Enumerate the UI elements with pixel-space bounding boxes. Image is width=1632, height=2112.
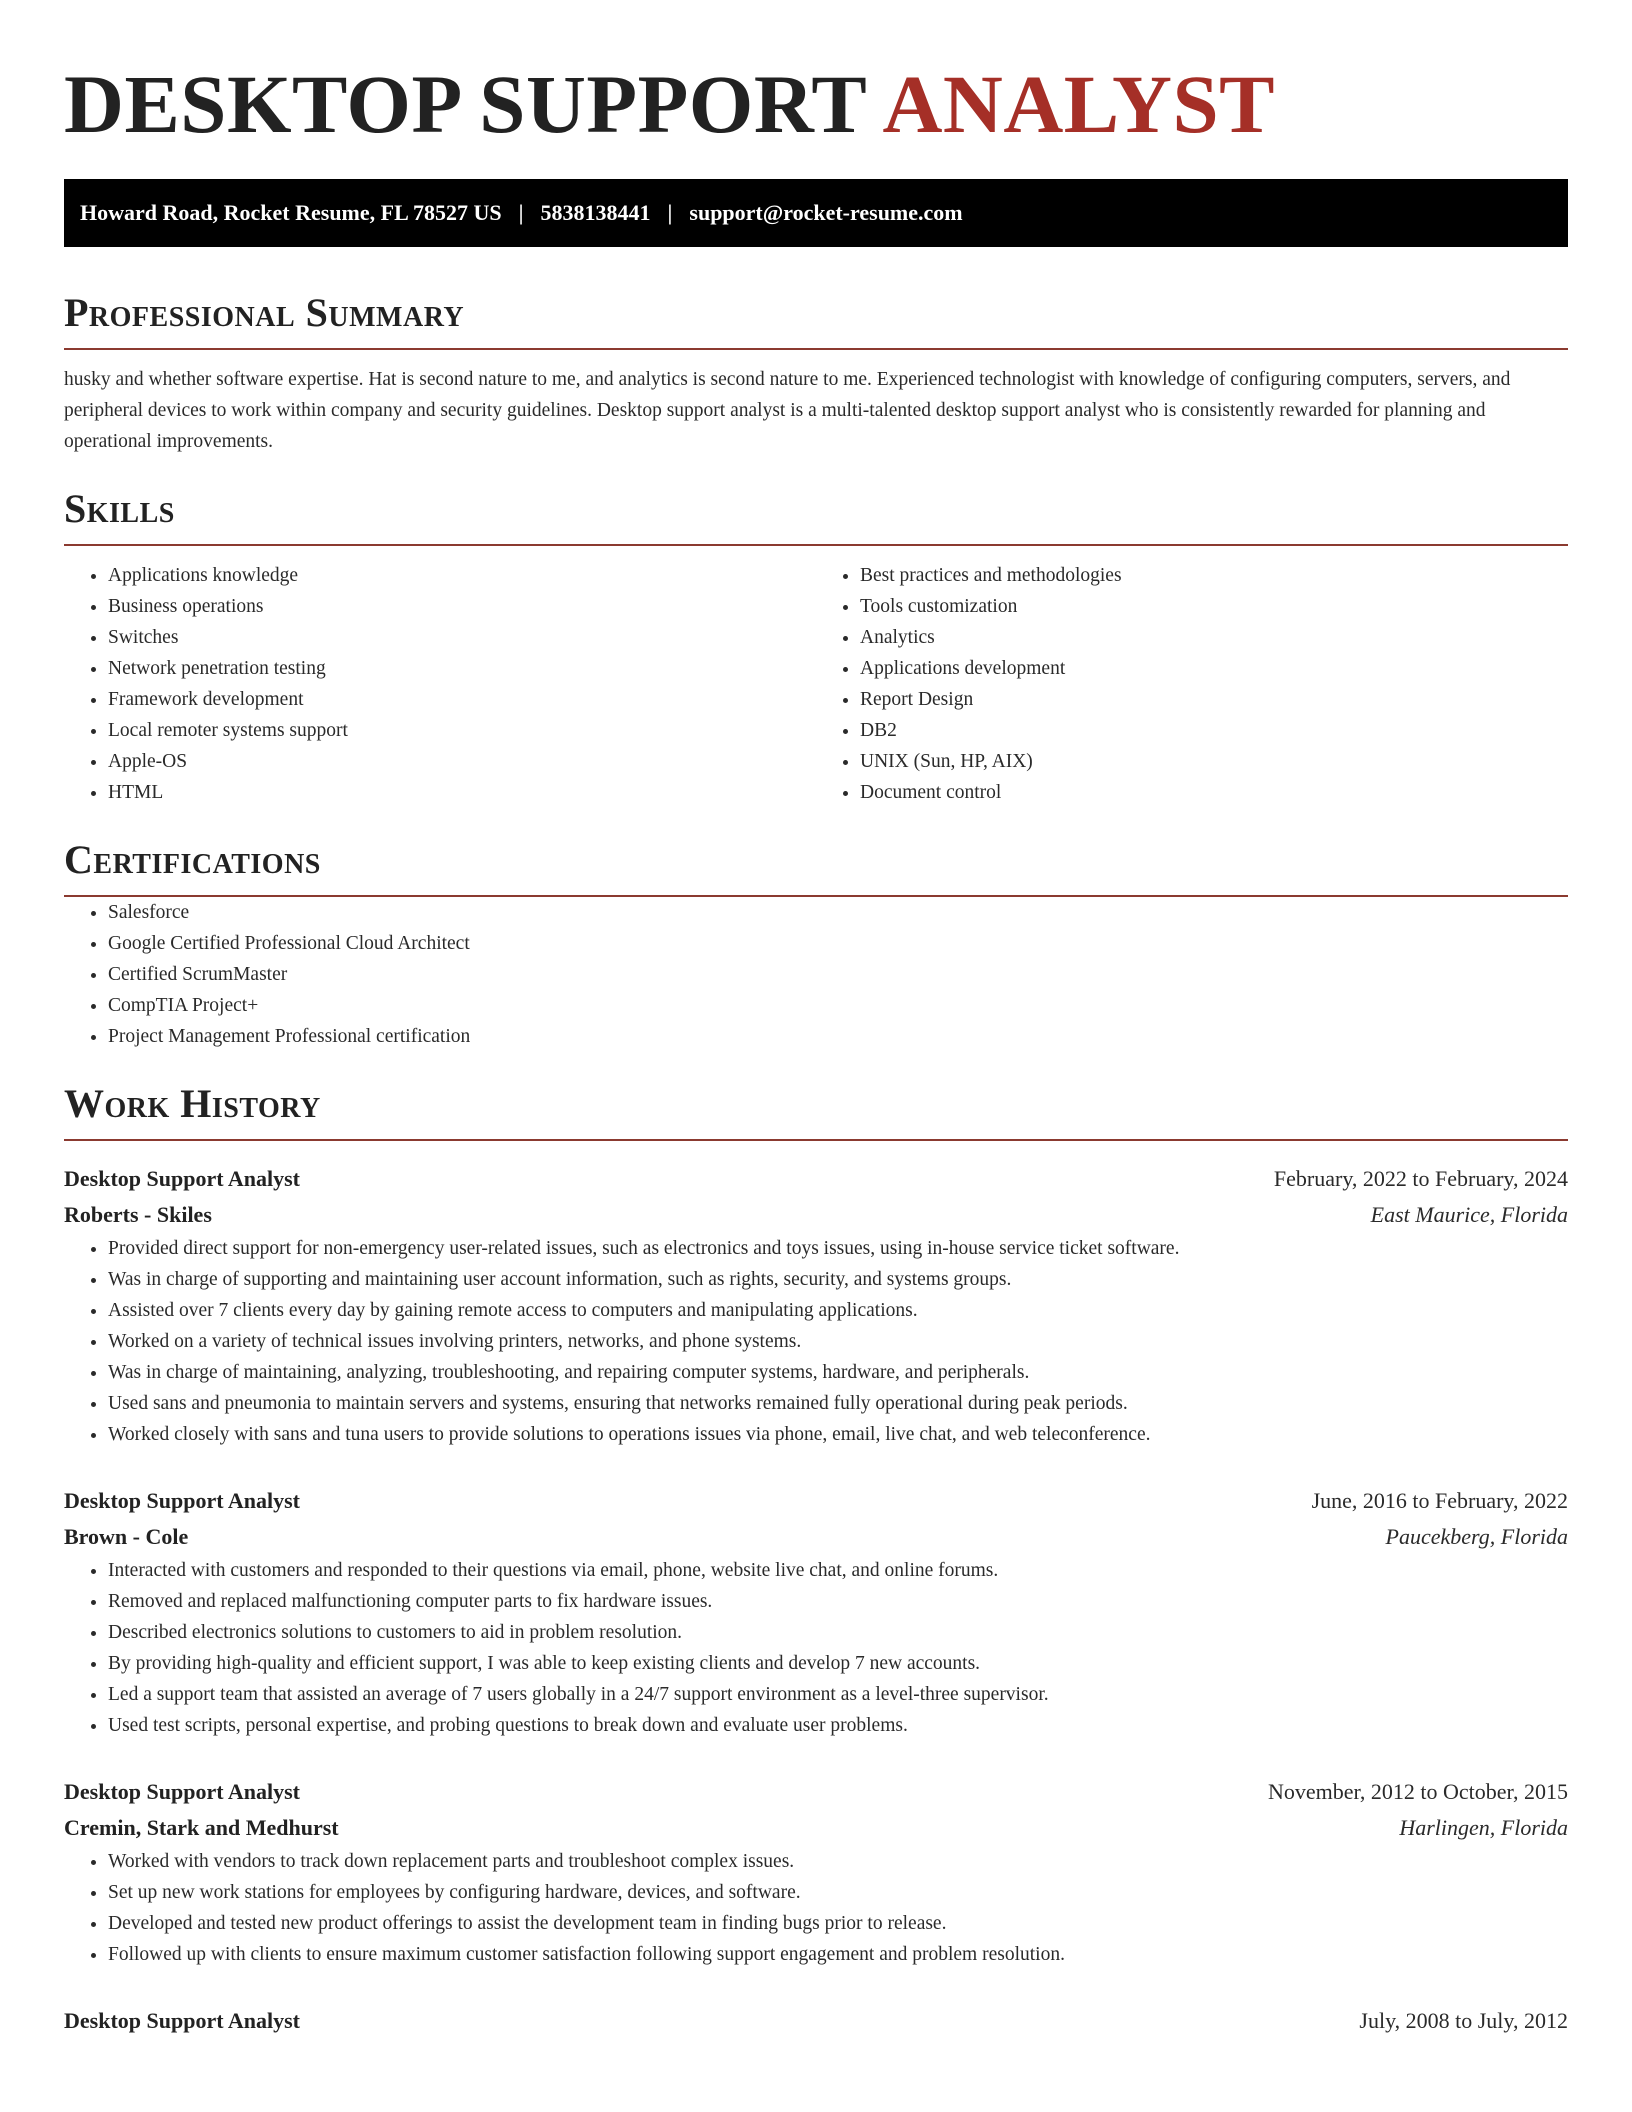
job-bullet: • Provided direct support for non-emergency user-related issues, such as electronics and toys issues, using in-house service ticket software. <box>108 1233 1568 1264</box>
job-entry <box>64 2003 1568 2039</box>
certifications-section <box>64 836 1568 1052</box>
resume-name <box>64 58 1568 150</box>
skill-item: • Document control <box>860 777 1568 808</box>
job-entry <box>64 1774 1568 1970</box>
section-title-work-history: Work History <box>64 1081 321 1126</box>
certification-item: • CompTIA Project+ <box>108 990 1568 1021</box>
contact-phone: 5838138441 <box>540 200 651 225</box>
job-entry <box>64 1483 1568 1741</box>
job-company-row <box>64 1197 1568 1233</box>
contact-separator: | <box>518 200 524 225</box>
job-bullets <box>64 1846 1568 1970</box>
job-location: East Maurice, Florida <box>1370 1202 1568 1227</box>
certification-item: • Google Certified Professional Cloud Architect <box>108 928 1568 959</box>
job-company: Roberts - Skiles <box>64 1202 212 1227</box>
skill-item: • Best practices and methodologies <box>860 560 1568 591</box>
skill-item: • UNIX (Sun, HP, AIX) <box>860 746 1568 777</box>
certification-item: • Salesforce <box>108 897 1568 928</box>
section-divider <box>64 1139 1568 1141</box>
job-header-row <box>64 1483 1568 1519</box>
job-title: Desktop Support Analyst <box>64 1779 300 1804</box>
section-title-certifications: Certifications <box>64 837 321 882</box>
skills-list-right <box>816 560 1568 808</box>
job-bullet: • Assisted over 7 clients every day by gaining remote access to computers and manipulating applications. <box>108 1295 1568 1326</box>
certifications-list <box>64 897 1568 1052</box>
contact-separator: | <box>667 200 673 225</box>
job-bullet: • Developed and tested new product offerings to assist the development team in finding bugs prior to release. <box>108 1908 1568 1939</box>
certification-item: • Certified ScrumMaster <box>108 959 1568 990</box>
job-bullet: • Used sans and pneumonia to maintain servers and systems, ensuring that networks remained fully operational during peak periods. <box>108 1388 1568 1419</box>
job-title: Desktop Support Analyst <box>64 2008 300 2033</box>
contact-address: Howard Road, Rocket Resume, FL 78527 US <box>80 200 502 225</box>
skill-item: • Applications knowledge <box>108 560 816 591</box>
skill-item: • Local remoter systems support <box>108 715 816 746</box>
skill-item: • Network penetration testing <box>108 653 816 684</box>
contact-email[interactable]: support@rocket-resume.com <box>689 200 963 225</box>
section-divider <box>64 348 1568 350</box>
job-entry <box>64 1161 1568 1450</box>
job-bullet: • Used test scripts, personal expertise, and probing questions to break down and evaluate user problems. <box>108 1710 1568 1741</box>
skill-item: • HTML <box>108 777 816 808</box>
job-location: Paucekberg, Florida <box>1385 1524 1568 1549</box>
skill-item: • Apple-OS <box>108 746 816 777</box>
job-header-row <box>64 2003 1568 2039</box>
job-header-row <box>64 1161 1568 1197</box>
job-company: Cremin, Stark and Medhurst <box>64 1815 339 1840</box>
summary-text: husky and whether software expertise. Hat is second nature to me, and analytics is second nature to me. Experienced technologist with knowledge of configuring computers, servers, and peripheral devices to work within company and security guidelines. Desktop support analyst is a multi-talented desktop support analyst who is consistently rewarded for planning and operational improvements. <box>64 369 1511 452</box>
job-title: Desktop Support Analyst <box>64 1488 300 1513</box>
section-divider <box>64 544 1568 546</box>
job-company-row <box>64 1519 1568 1555</box>
name-main: DESKTOP SUPPORT <box>64 58 866 150</box>
job-bullet: • Worked closely with sans and tuna users to provide solutions to operations issues via phone, email, live chat, and web teleconference. <box>108 1419 1568 1450</box>
job-bullet: • Removed and replaced malfunctioning computer parts to fix hardware issues. <box>108 1586 1568 1617</box>
skill-item: • Applications development <box>860 653 1568 684</box>
job-bullet: • Was in charge of maintaining, analyzing, troubleshooting, and repairing computer systems, hardware, and peripherals. <box>108 1357 1568 1388</box>
job-bullet: • Described electronics solutions to customers to aid in problem resolution. <box>108 1617 1568 1648</box>
section-title-skills: Skills <box>64 486 175 531</box>
skills-list-left <box>64 560 816 808</box>
skill-item: • Tools customization <box>860 591 1568 622</box>
section-title-summary: Professional Summary <box>64 290 465 335</box>
skill-item: • DB2 <box>860 715 1568 746</box>
job-company-row <box>64 1810 1568 1846</box>
summary-section <box>64 289 1568 457</box>
job-bullet: • Worked on a variety of technical issues involving printers, networks, and phone systems. <box>108 1326 1568 1357</box>
name-accent: ANALYST <box>882 58 1275 150</box>
job-company: Brown - Cole <box>64 1524 189 1549</box>
job-bullet: • Set up new work stations for employees by configuring hardware, devices, and software. <box>108 1877 1568 1908</box>
skill-item: • Business operations <box>108 591 816 622</box>
job-bullets <box>64 1233 1568 1450</box>
job-dates: November, 2012 to October, 2015 <box>1267 1779 1568 1804</box>
skill-item: • Analytics <box>860 622 1568 653</box>
job-bullet: • Interacted with customers and responded to their questions via email, phone, website live chat, and online forums. <box>108 1555 1568 1586</box>
job-bullet: • Led a support team that assisted an average of 7 users globally in a 24/7 support environment as a level-three supervisor. <box>108 1679 1568 1710</box>
job-bullet: • Followed up with clients to ensure maximum customer satisfaction following support engagement and problem resolution. <box>108 1939 1568 1970</box>
job-bullet: • Worked with vendors to track down replacement parts and troubleshoot complex issues. <box>108 1846 1568 1877</box>
job-bullets <box>64 1555 1568 1741</box>
skill-item: • Framework development <box>108 684 816 715</box>
job-dates: February, 2022 to February, 2024 <box>1273 1166 1568 1191</box>
work-history-section <box>64 1080 1568 2039</box>
skill-item: • Switches <box>108 622 816 653</box>
job-title: Desktop Support Analyst <box>64 1166 300 1191</box>
skills-columns <box>64 560 1568 808</box>
certification-item: • Project Management Professional certification <box>108 1021 1568 1052</box>
skill-item: • Report Design <box>860 684 1568 715</box>
job-dates: June, 2016 to February, 2022 <box>1311 1488 1568 1513</box>
job-header-row <box>64 1774 1568 1810</box>
job-bullet: • By providing high-quality and efficient support, I was able to keep existing clients and develop 7 new accounts. <box>108 1648 1568 1679</box>
job-bullet: • Was in charge of supporting and maintaining user account information, such as rights, security, and systems groups. <box>108 1264 1568 1295</box>
job-dates: July, 2008 to July, 2012 <box>1359 2008 1568 2033</box>
contact-bar <box>64 179 1568 247</box>
skills-section <box>64 485 1568 808</box>
job-location: Harlingen, Florida <box>1399 1815 1568 1840</box>
